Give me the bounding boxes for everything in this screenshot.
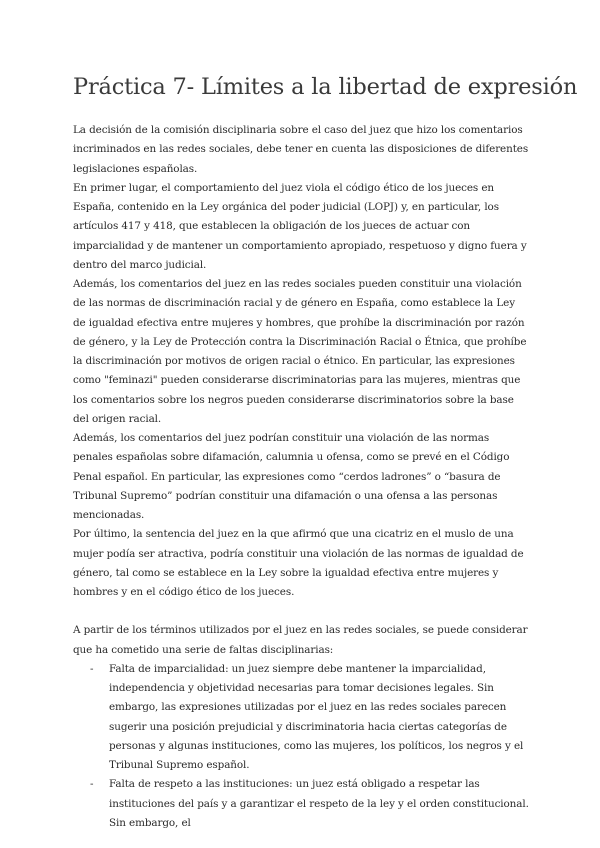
list-bullet: -	[90, 662, 94, 675]
list-item-text: Falta de imparcialidad: un juez siempre debe mantener la imparcialidad, independencia y objetividad necesarias para tomar decisiones legales. Sin embargo, las expresiones utilizadas por el juez en las redes sociales parecen sugerir una posición prejudicial y discriminatoria hacia ciertas categorías de personas y algunas instituciones, como las mujeres, los políticos, los negros y el Tribunal Supremo español.	[109, 662, 524, 771]
page-title: Práctica 7- Límites a la libertad de expresión	[73, 74, 578, 100]
paragraph-defamation: Además, los comentarios del juez podrían constituir una violación de las normas penales españolas sobre difamación, calumnia u ofensa, como se prevé en el Código Penal español. En particular, las expresiones como “cerdos ladrones” o “basura de Tribunal Supremo” podrían constituir una difamación o una ofensa a las personas mencionadas.	[73, 432, 510, 521]
paragraph-spacer	[73, 602, 530, 621]
disciplinary-faults-list	[73, 660, 530, 833]
list-item	[73, 775, 530, 833]
list-item	[73, 660, 530, 776]
paragraph-gender-equality: Por último, la sentencia del juez en la que afirmó que una cicatriz en el muslo de una mujer podía ser atractiva, podría constituir una violación de las normas de igualdad de género, tal como se establece en la Ley sobre la igualdad efectiva entre mujeres y hombres y en el código ético de los jueces.	[73, 528, 524, 598]
paragraph-code-of-ethics: En primer lugar, el comportamiento del juez viola el código ético de los jueces en España, contenido en la Ley orgánica del poder judicial (LOPJ) y, en particular, los artículos 417 y 418, que establecen la obligación de los jueces de actuar con imparcialidad y de mantener un comportamiento apropiado, respetuoso y digno fuera y dentro del marco judicial.	[73, 181, 527, 271]
paragraph-discrimination: Además, los comentarios del juez en las redes sociales pueden constituir una violación de las normas de discriminación racial y de género en España, como establece la Ley de igualdad efectiva entre mujeres y hombres, que prohíbe la discriminación por razón de género, y la Ley de Protección contra la Discriminación Racial o Étnica, que prohíbe la discriminación por motivos de origen racial o étnico. En particular, las expresiones como "feminazi" pueden considerarse discriminatorias para las mujeres, mientras que los comentarios sobre los negros pueden considerarse discriminatorios sobre la base del origen racial.	[73, 278, 527, 425]
list-bullet: -	[90, 778, 94, 791]
list-item-text: Falta de respeto a las instituciones: un juez está obligado a respetar las instituciones del país y a garantizar el respeto de la ley y el orden constitucional. Sin embargo, el	[109, 778, 529, 829]
paragraph-list-intro: A partir de los términos utilizados por el juez en las redes sociales, se puede considerar que ha cometido una serie de faltas disciplinarias:	[73, 624, 528, 656]
paragraph-intro: La decisión de la comisión disciplinaria sobre el caso del juez que hizo los comentarios incriminados en las redes sociales, debe tener en cuenta las disposiciones de diferentes legislaciones españolas.	[73, 124, 529, 175]
document-body	[73, 121, 530, 833]
